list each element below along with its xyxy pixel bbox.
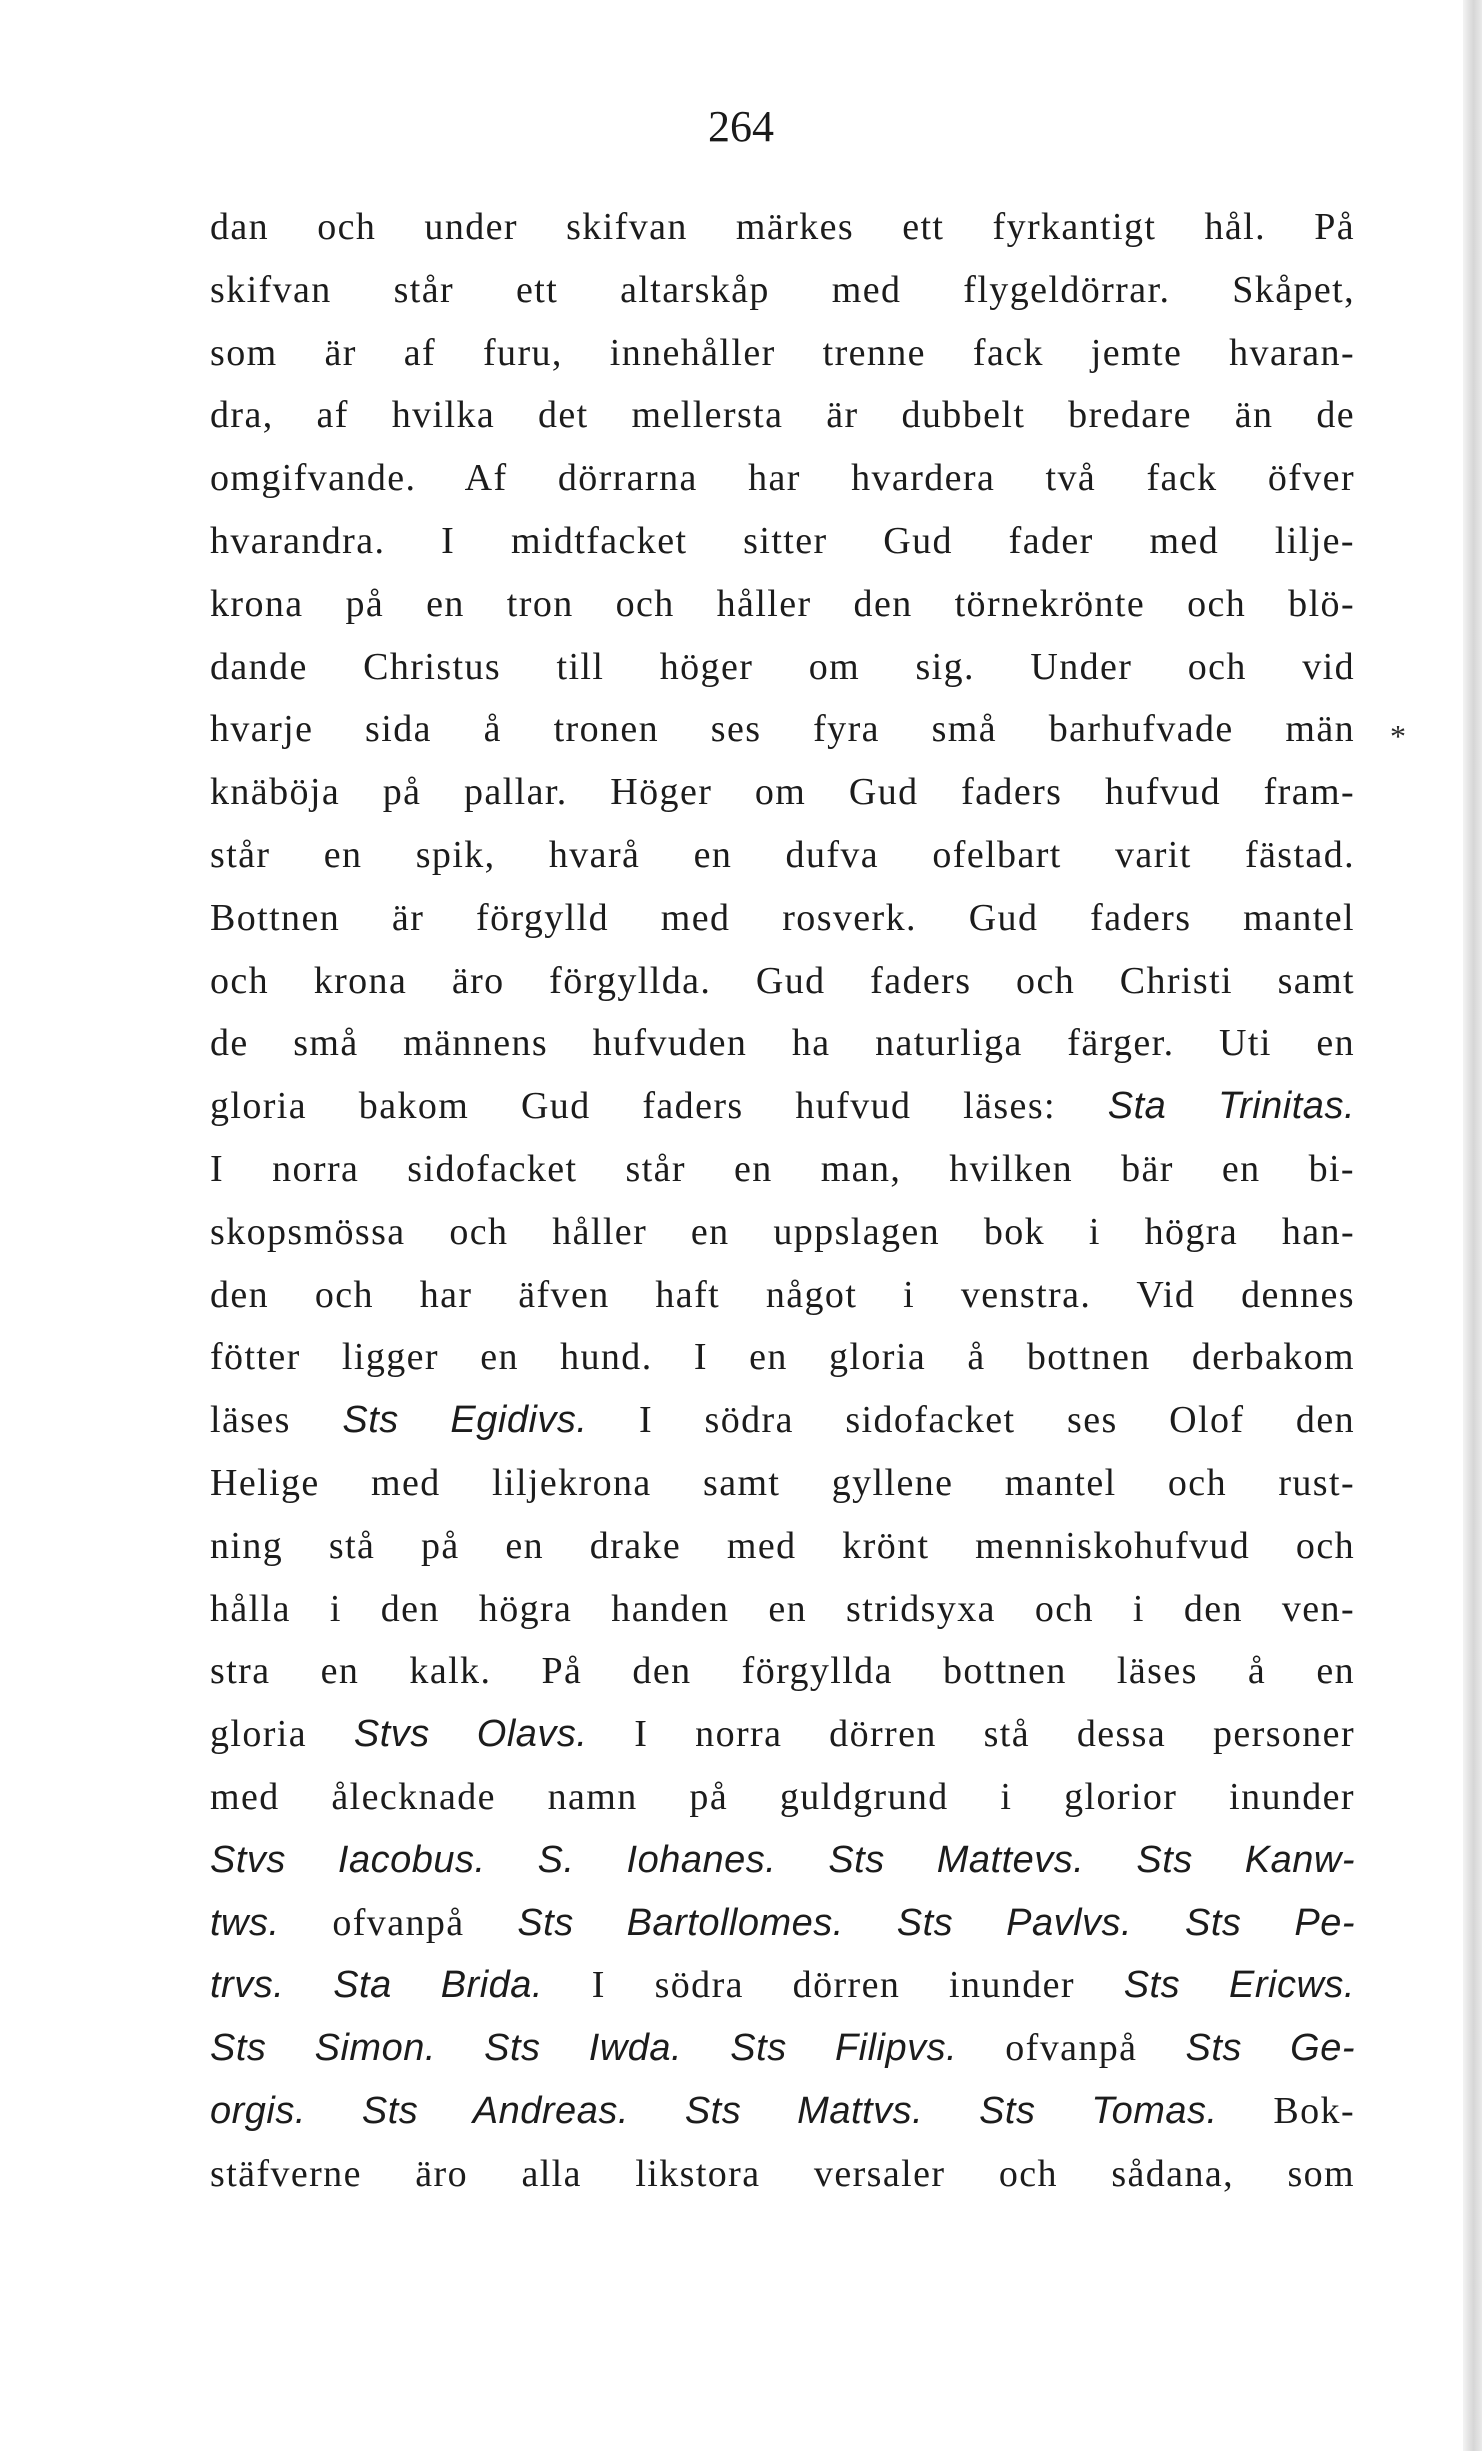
text-segment: står en spik, hvarå en dufva ofelbart varit fästad. [210,833,1355,876]
text-segment: hvarje sida å tronen ses fyra små barhufvade män [210,708,1355,751]
text-segment: I norra sidofacket står en man, hvilken bär en bi- [210,1147,1355,1190]
text-segment: med ålecknade namn på guldgrund i glorior inunder [210,1775,1355,1818]
text-segment: krona på en tron och håller den törnekrönte och blö- [210,582,1355,625]
text-segment: ofvanpå [279,1901,518,1944]
text-segment: I södra dörren inunder [542,1964,1124,2007]
text-line [210,1954,1355,2017]
text-line [210,2080,1355,2143]
text-segment: gloria bakom Gud faders hufvud läses: [210,1085,1108,1128]
text-line [210,1075,1355,1138]
text-line [210,887,1355,950]
text-segment: omgifvande. Af dörrarna har hvardera två fack öfver [210,457,1355,500]
text-line [210,1138,1355,1201]
text-segment: hvarandra. I midtfacket sitter Gud fader med lilje- [210,519,1355,562]
text-line [210,698,1355,761]
text-line [210,1829,1355,1892]
text-segment: fötter ligger en hund. I en gloria å bottnen derbakom [210,1336,1355,1379]
text-segment: I norra dörren stå dessa personer [587,1713,1356,1756]
page-number: 264 [708,102,774,151]
text-segment: och krona äro förgyllda. Gud faders och Christi samt [210,959,1355,1002]
text-line [210,1389,1355,1452]
text-segment: skifvan står ett altarskåp med flygeldörrar. Skåpet, [210,268,1355,311]
text-line [210,1012,1355,1075]
text-line [210,1578,1355,1641]
italic-text: Sts Bartollomes. Sts Pavlvs. Sts Pe- [517,1901,1355,1944]
text-segment: gloria [210,1713,354,1756]
text-line [210,1452,1355,1515]
text-line [210,1264,1355,1327]
text-line [210,510,1355,573]
text-line [210,824,1355,887]
italic-text: Sts Simon. Sts Iwda. Sts Filipvs. [210,2027,958,2070]
italic-text: tws. [210,1901,280,1944]
text-segment: Helige med liljekrona samt gyllene mantel och rust- [210,1461,1355,1504]
text-line [210,2143,1355,2206]
text-segment: dande Christus till höger om sig. Under och vid [210,645,1355,688]
text-line [210,950,1355,1013]
text-segment: skopsmössa och håller en uppslagen bok i högra han- [210,1210,1355,1253]
italic-text: Sts Egidivs. [342,1399,588,1442]
italic-text: Sts Ge- [1185,2027,1355,2070]
text-line [210,1892,1355,1955]
text-segment: ofvanpå [957,2027,1186,2070]
text-line [210,1201,1355,1264]
text-segment: ning stå på en drake med krönt menniskohufvud och [210,1524,1355,1567]
text-line [210,1326,1355,1389]
margin-asterisk: * [1390,718,1406,754]
italic-text: Sta Trinitas. [1107,1085,1355,1128]
italic-text: Stvs Olavs. [353,1713,588,1756]
text-segment: som är af furu, innehåller trenne fack jemte hvaran- [210,331,1355,374]
text-segment: Bok- [1217,2089,1356,2132]
text-segment: knäböja på pallar. Höger om Gud faders hufvud fram- [210,771,1355,814]
text-segment: hålla i den högra handen en stridsyxa och i den ven- [210,1587,1355,1630]
text-segment: dan och under skifvan märkes ett fyrkantigt hål. På [210,206,1355,248]
page-edge [1463,0,1482,2451]
text-line [210,636,1355,699]
text-segment: dra, af hvilka det mellersta är dubbelt bredare än de [210,394,1355,437]
italic-text: Sts Ericws. [1123,1964,1355,2007]
text-line [210,2017,1355,2080]
text-line [210,1640,1355,1703]
italic-text: Stvs Iacobus. S. Iohanes. Sts Mattevs. Sts Kanw- [210,1838,1355,1881]
text-line [210,761,1355,824]
text-line [210,1766,1355,1829]
text-segment: läses [210,1399,343,1442]
text-line [210,259,1355,322]
text-line [210,1515,1355,1578]
text-line [210,447,1355,510]
italic-text: orgis. Sts Andreas. Sts Mattvs. Sts Tomas. [210,2089,1218,2132]
text-segment: de små männens hufvuden ha naturliga färger. Uti en [210,1022,1355,1065]
text-line [210,573,1355,636]
text-line [210,196,1355,259]
text-segment: den och har äfven haft något i venstra. Vid dennes [210,1273,1355,1316]
body-text [210,196,1355,2206]
text-segment: stäfverne äro alla likstora versaler och sådana, som [210,2152,1355,2195]
text-line [210,384,1355,447]
text-segment: Bottnen är förgylld med rosverk. Gud faders mantel [210,896,1355,939]
text-segment: I södra sidofacket ses Olof den [587,1399,1355,1442]
text-line [210,1703,1355,1766]
text-line [210,322,1355,385]
italic-text: trvs. Sta Brida. [210,1964,543,2007]
text-segment: stra en kalk. På den förgyllda bottnen läses å en [210,1650,1355,1693]
